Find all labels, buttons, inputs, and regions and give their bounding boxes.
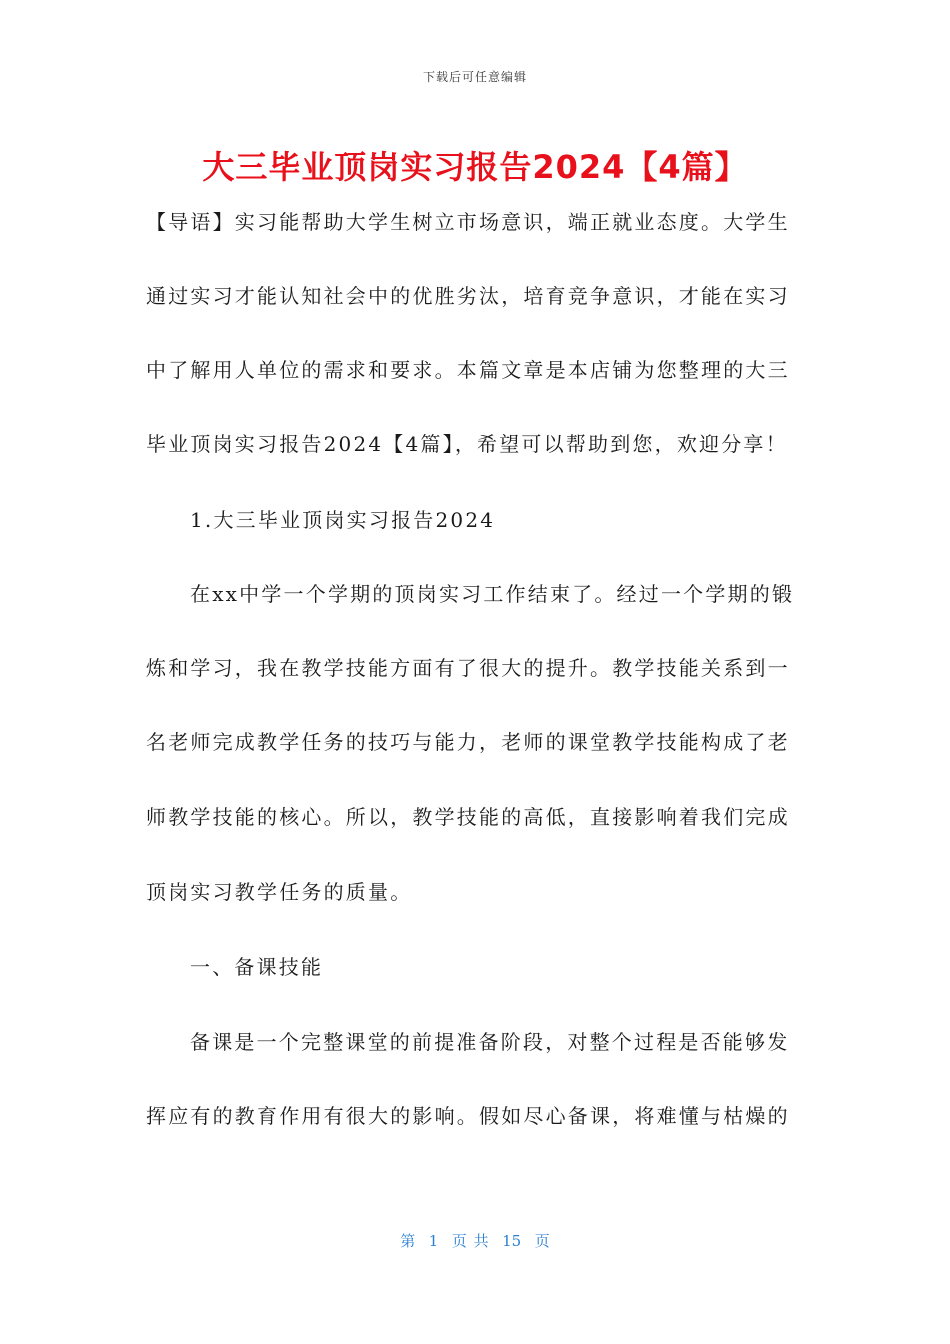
paragraph-line-3: 名老师完成教学任务的技巧与能力，老师的课堂教学技能构成了老 bbox=[146, 730, 790, 754]
intro-line-4: 毕业顶岗实习报告2024【4篇】，希望可以帮助到您，欢迎分享！ bbox=[146, 432, 788, 456]
paragraph-line-2: 炼和学习，我在教学技能方面有了很大的提升。教学技能关系到一 bbox=[146, 656, 790, 680]
header-note: 下载后可任意编辑 bbox=[422, 70, 527, 84]
intro-line-3: 中了解用人单位的需求和要求。本篇文章是本店铺为您整理的大三 bbox=[146, 358, 790, 382]
page-footer: 第 1 页 共 15 页 bbox=[400, 1232, 550, 1250]
paragraph-line-5: 顶岗实习教学任务的质量。 bbox=[146, 880, 413, 904]
paragraph-line-4: 师教学技能的核心。所以，教学技能的高低，直接影响着我们完成 bbox=[146, 805, 790, 829]
paragraph-2-line-2: 挥应有的教育作用有很大的影响。假如尽心备课，将难懂与枯燥的 bbox=[146, 1104, 790, 1128]
subsection-heading: 一、备课技能 bbox=[190, 955, 324, 979]
paragraph-2-line-1: 备课是一个完整课堂的前提准备阶段，对整个过程是否能够发 bbox=[190, 1030, 790, 1054]
paragraph-line-1: 在xx中学一个学期的顶岗实习工作结束了。经过一个学期的锻 bbox=[190, 582, 795, 606]
section-heading-1: 1.大三毕业顶岗实习报告2024 bbox=[190, 508, 496, 532]
document-title: 大三毕业顶岗实习报告2024【4篇】 bbox=[202, 148, 748, 186]
intro-line-1: 【导语】实习能帮助大学生树立市场意识，端正就业态度。大学生 bbox=[146, 210, 790, 234]
intro-line-2: 通过实习才能认知社会中的优胜劣汰，培育竞争意识，才能在实习 bbox=[146, 284, 790, 308]
